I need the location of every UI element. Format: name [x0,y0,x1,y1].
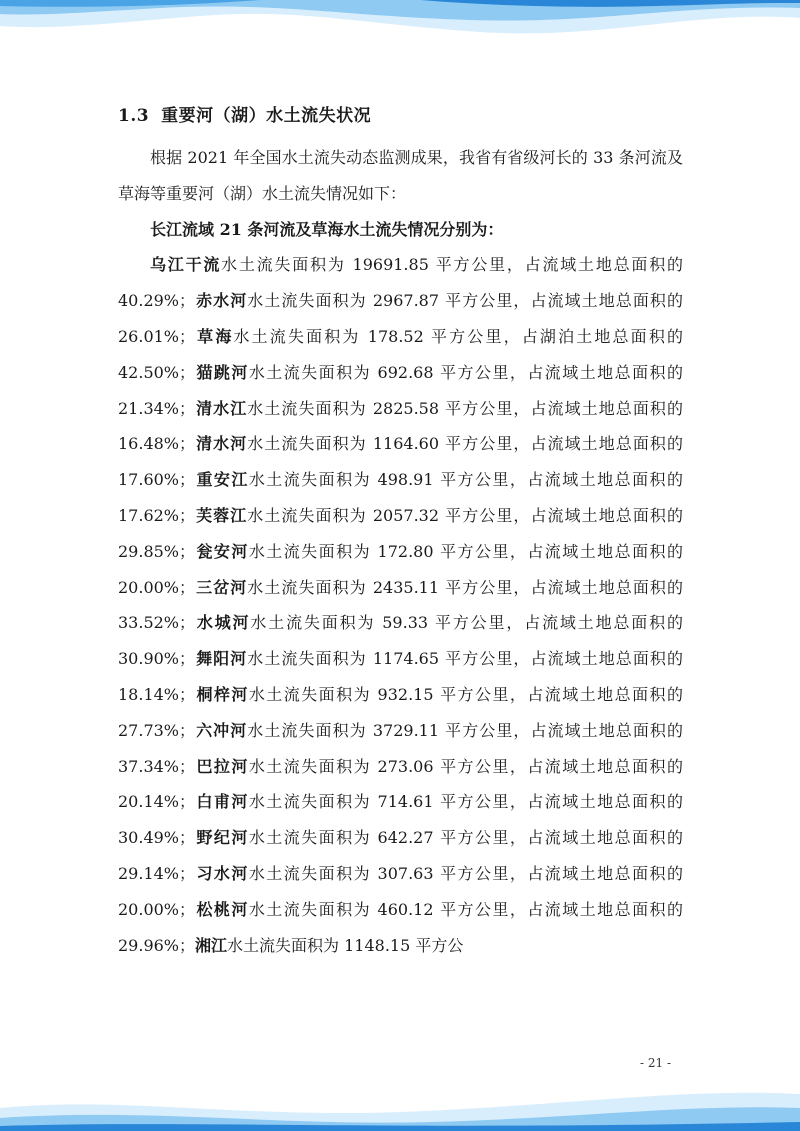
intro-paragraph: 根据 2021 年全国水土流失动态监测成果，我省有省级河长的 33 条河流及草海等重要河（湖）水土流失情况如下： [118,148,683,203]
river-description: 水土流失面积为 2825.58 平方公里，占流域土地总面积的 16.48%； [118,398,683,454]
river-name: 水城河 [195,613,251,633]
river-name: 舞阳河 [195,649,248,669]
section-number: 1.3 [118,106,150,126]
river-name: 瓮安河 [195,541,249,561]
river-name: 乌江干流 [150,255,222,275]
river-description: 水土流失面积为 172.80 平方公里，占流域土地总面积的 20.00%； [118,541,683,597]
river-name: 重安江 [195,470,249,490]
river-name: 桐梓河 [195,684,249,704]
river-description: 水土流失面积为 692.68 平方公里，占流域土地总面积的 21.34%； [118,362,683,418]
river-name: 六冲河 [195,720,248,740]
river-description: 水土流失面积为 460.12 平方公里，占流域土地总面积的 29.96%； [118,899,683,955]
river-description: 水土流失面积为 273.06 平方公里，占流域土地总面积的 20.14%； [118,756,683,812]
river-name: 猫跳河 [195,362,249,382]
river-description: 水土流失面积为 1174.65 平方公里，占流域土地总面积的 18.14%； [118,649,683,704]
river-name: 巴拉河 [195,756,249,776]
river-description: 水土流失面积为 178.52 平方公里，占湖泊土地总面积的 42.50%； [118,326,683,382]
river-description: 水土流失面积为 307.63 平方公里，占流域土地总面积的 20.00%； [118,863,683,919]
river-name: 清水江 [195,398,248,418]
river-description: 水土流失面积为 498.91 平方公里，占流域土地总面积的 17.62%； [118,470,683,525]
river-description: 水土流失面积为 2057.32 平方公里，占流域土地总面积的 29.85%； [118,505,683,561]
river-description: 水土流失面积为 3729.11 平方公里，占流域土地总面积的 37.34%； [118,720,683,776]
river-description: 水土流失面积为 2435.11 平方公里，占流域土地总面积的 33.52%； [118,577,683,633]
river-description: 水土流失面积为 642.27 平方公里，占流域土地总面积的 29.14%； [118,828,683,883]
river-name: 湘江 [195,935,228,955]
footer-wave-decoration [0,1078,800,1131]
river-description: 水土流失面积为 1148.15 平方公 [227,935,464,955]
river-name: 草海 [195,326,234,346]
river-name: 清水河 [195,434,248,454]
section-heading [118,98,683,134]
river-list-paragraph [118,247,683,963]
page-content [118,98,683,963]
river-name: 野纪河 [195,828,249,848]
river-name: 赤水河 [195,291,248,311]
river-name: 白甫河 [195,792,249,812]
river-name: 芙蓉江 [195,505,248,525]
river-description: 水土流失面积为 2967.87 平方公里，占流域土地总面积的 26.01%； [118,291,683,346]
section-title: 重要河（湖）水土流失状况 [161,106,372,126]
river-name: 三岔河 [195,577,248,597]
river-description: 水土流失面积为 59.33 平方公里，占流域土地总面积的 30.90%； [118,613,683,669]
river-description: 水土流失面积为 1164.60 平方公里，占流域土地总面积的 17.60%； [118,434,683,490]
river-description: 水土流失面积为 714.61 平方公里，占流域土地总面积的 30.49%； [118,792,683,848]
subheading-paragraph [118,212,683,248]
river-name: 松桃河 [195,899,249,919]
river-name: 习水河 [195,863,249,883]
river-description: 水土流失面积为 19691.85 平方公里，占流域土地总面积的 40.29%； [118,255,683,311]
river-description: 水土流失面积为 932.15 平方公里，占流域土地总面积的 27.73%； [118,684,683,740]
page-number: - 21 - [640,1056,672,1070]
yangtze-subheading: 长江流域 21 条河流及草海水土流失情况分别为： [150,219,504,239]
header-wave-decoration [0,0,800,70]
